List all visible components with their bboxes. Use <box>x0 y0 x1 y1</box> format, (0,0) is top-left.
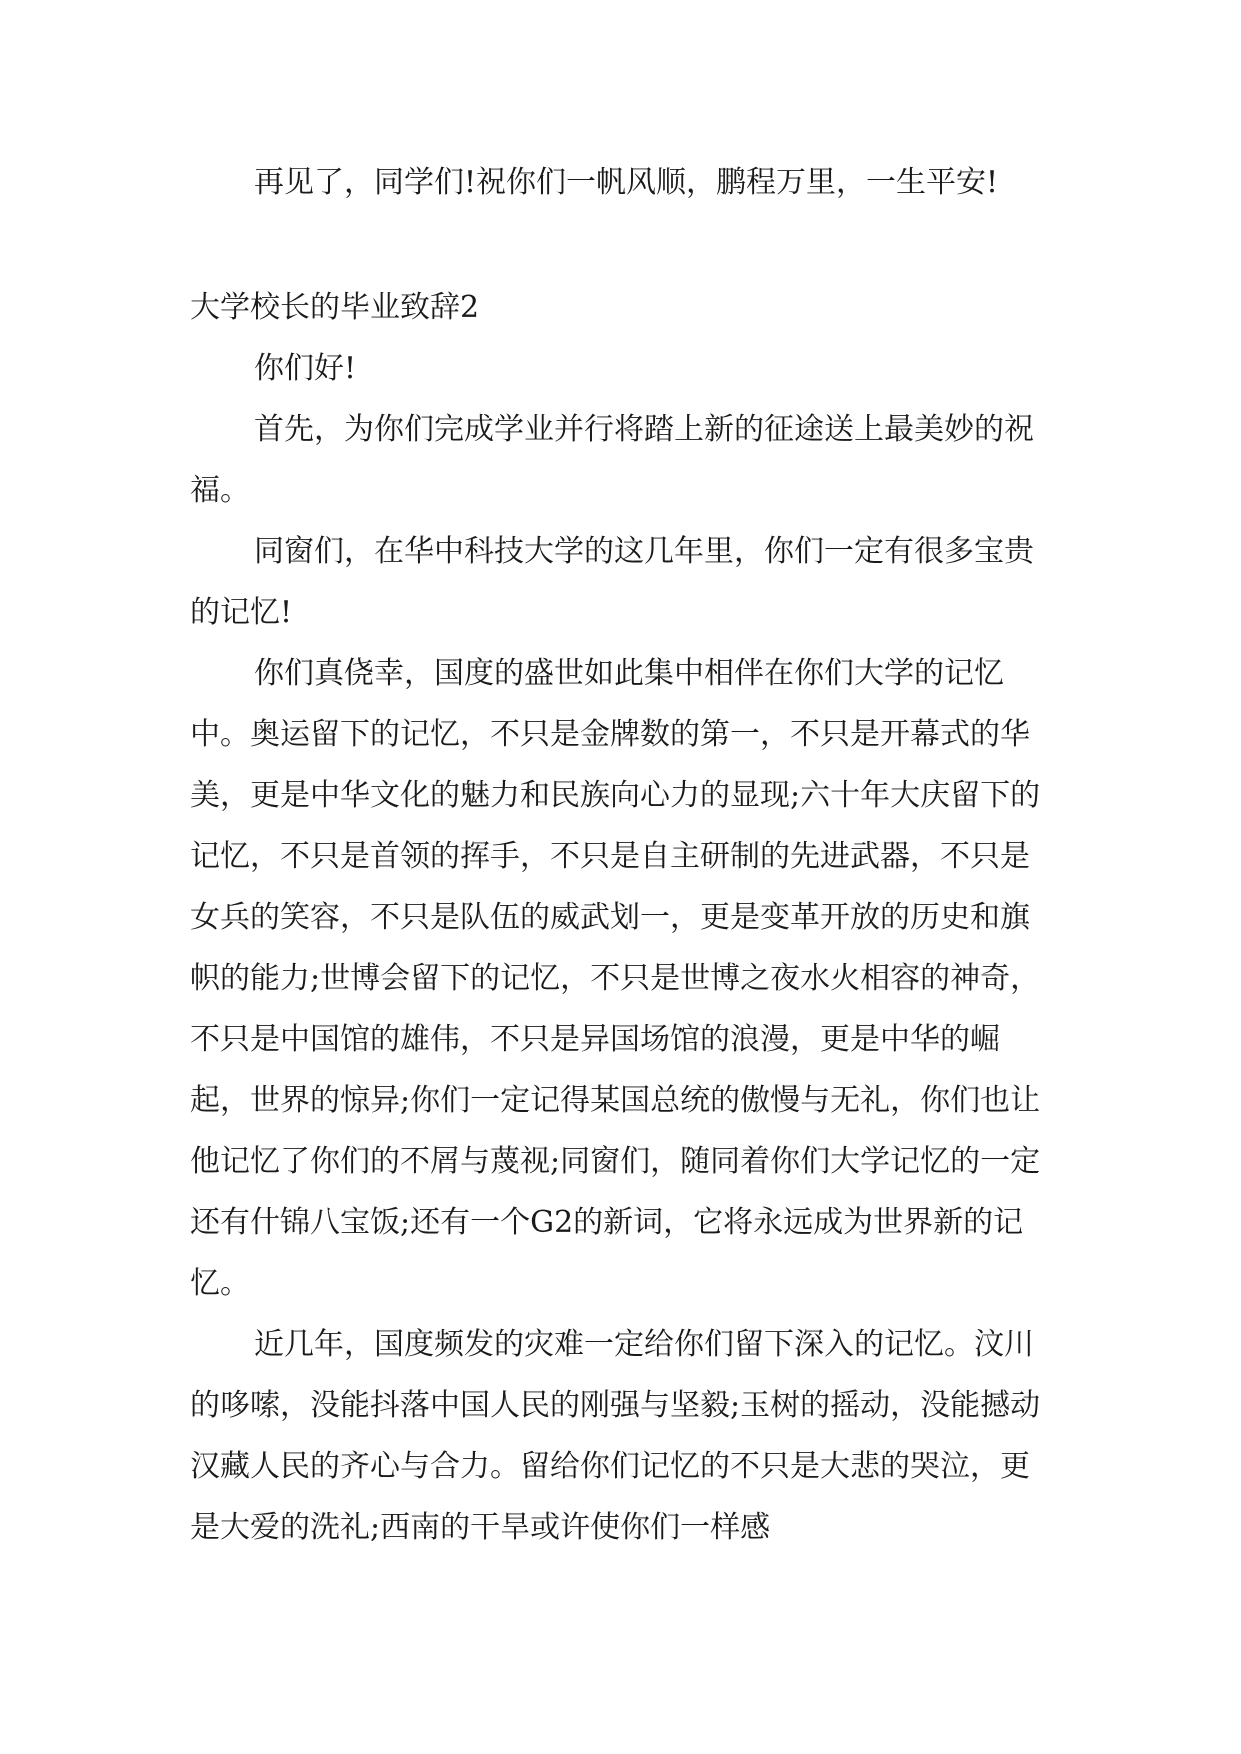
body-paragraph: 近几年，国度频发的灾难一定给你们留下深入的记忆。汶川的哆嗦，没能抖落中国人民的刚强与坚毅;玉树的摇动，没能撼动汉藏人民的齐心与合力。留给你们记忆的不只是大悲的哭泣，更是大爱的洗礼;西南的干旱或许使你们一样感 <box>190 1327 1041 1545</box>
body-paragraph: 你们真侥幸，国度的盛世如此集中相伴在你们大学的记忆中。奥运留下的记忆，不只是金牌数的第一，不只是开幕式的华美，更是中华文化的魅力和民族向心力的显现;六十年大庆留下的记忆，不只是首领的挥手，不只是自主研制的先进武器，不只是女兵的笑容，不只是队伍的威武划一，更是变革开放的历史和旗帜的能力;世博会留下的记忆，不只是世博之夜水火相容的神奇，不只是中国馆的雄伟，不只是异国场馆的浪漫，更是中华的崛起，世界的惊异;你们一定记得某国总统的傲慢与无礼，你们也让他记忆了你们的不屑与蔑视;同窗们，随同着你们大学记忆的一定还有什锦八宝饭;还有一个G2的新词，它将永远成为世界新的记忆。 <box>190 656 1041 1301</box>
body-paragraph: 首先，为你们完成学业并行将踏上新的征途送上最美妙的祝福。 <box>190 412 1034 508</box>
greeting-paragraph: 你们好! <box>254 351 357 386</box>
section-spacer <box>190 213 1056 277</box>
closing-paragraph: 再见了，同学们!祝你们一帆风顺，鹏程万里，一生平安! <box>254 165 999 200</box>
section-title: 大学校长的毕业致辞2 <box>190 290 480 325</box>
body-paragraph: 同窗们，在华中科技大学的这几年里，你们一定有很多宝贵的记忆! <box>190 534 1034 630</box>
document-body <box>190 152 1056 1558</box>
